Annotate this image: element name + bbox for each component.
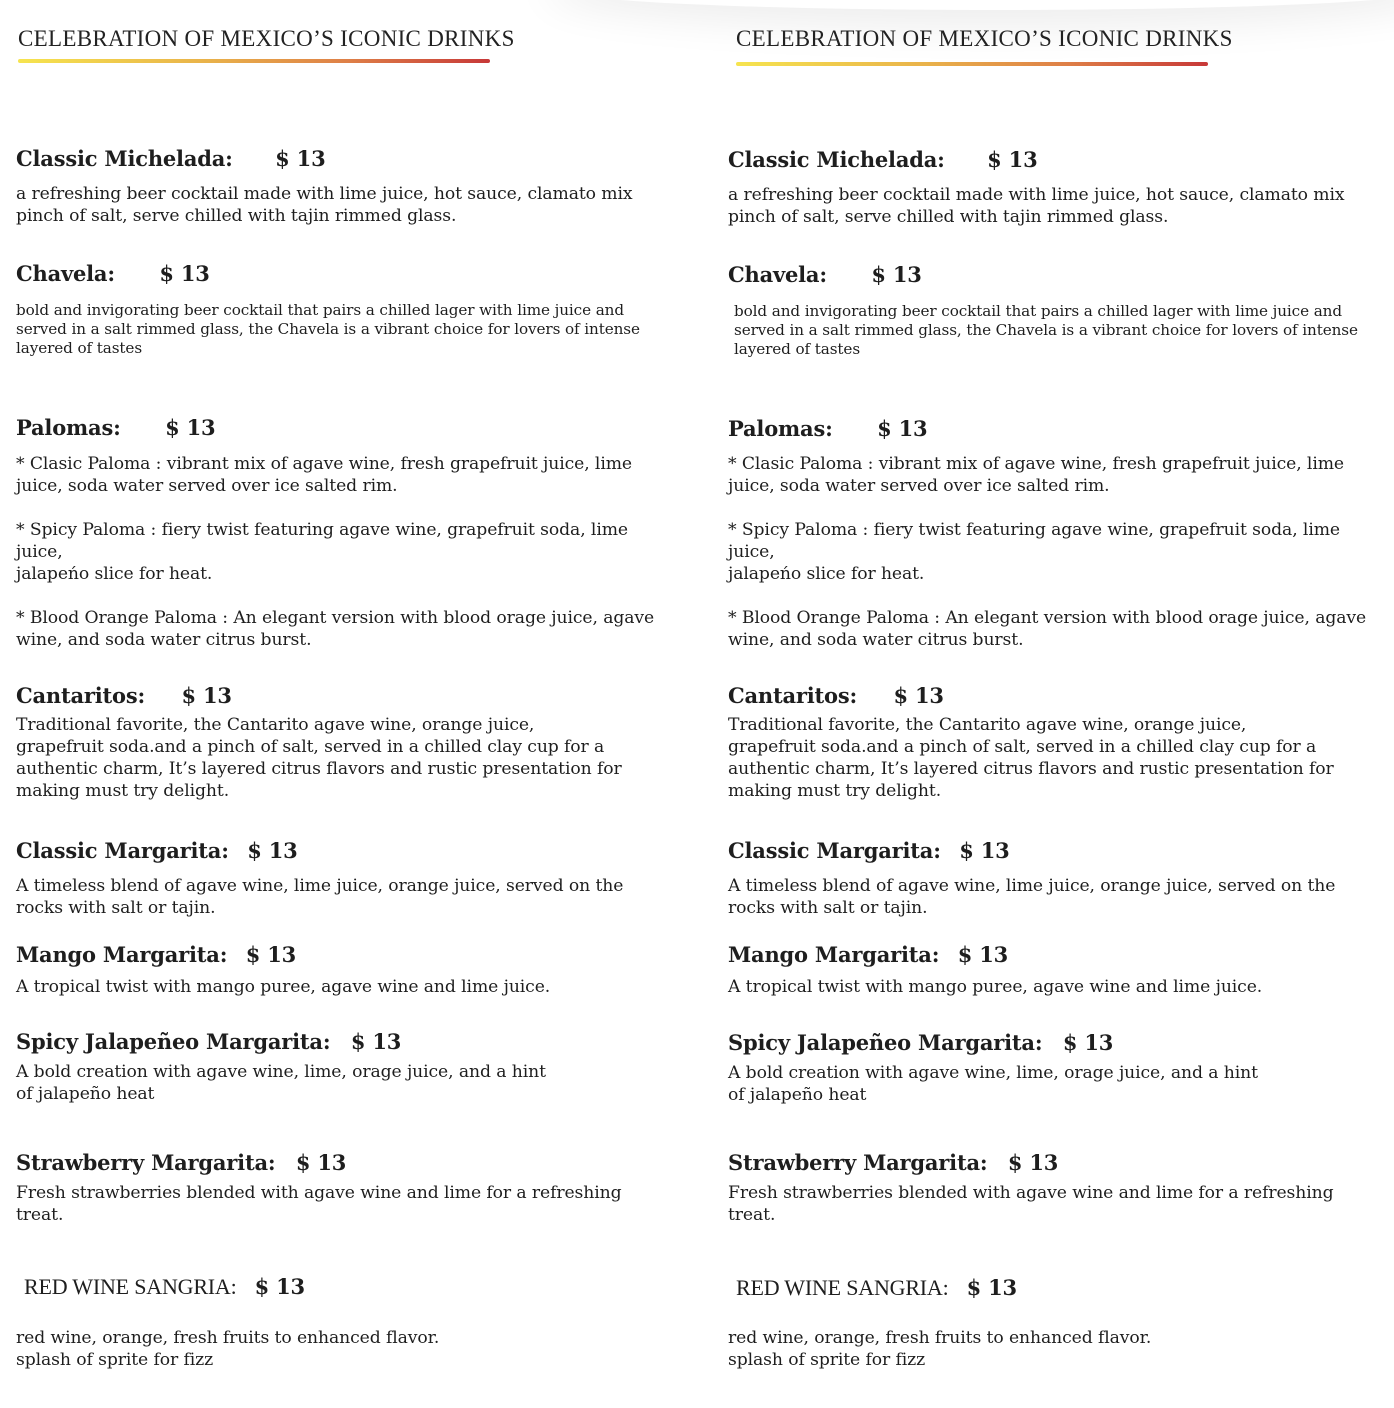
item-title	[16, 942, 678, 968]
item-name: Palomas	[728, 416, 826, 441]
item-description: bold and invigorating beer cocktail that pairs a chilled lager with lime juice and served in a salt rimmed glass, the Chavela is a vibrant choice for lovers of intense layered of tastes	[16, 301, 640, 357]
item-price: $ 13	[254, 1274, 305, 1299]
menu-item-classic-michelada	[728, 147, 1390, 228]
item-price: $ 13	[877, 416, 928, 441]
item-name: Mango Margarita	[16, 942, 220, 967]
item-name: Strawberry Margarita	[16, 1150, 268, 1175]
item-name: Spicy Jalapeñeo Margarita	[16, 1029, 323, 1054]
item-separator: :	[937, 147, 945, 172]
item-separator: :	[931, 942, 940, 967]
item-description: Traditional favorite, the Cantarito agave wine, orange juice, grapefruit soda.and a pinch of salt, served in a chilled clay cup for a authentic charm, It’s layered citrus flavors and rustic presentation for making must try delight.	[728, 715, 1334, 801]
menu-item-chavela	[728, 262, 1390, 359]
item-title	[728, 416, 1390, 442]
item-price: $ 13	[295, 1150, 347, 1175]
item-title	[728, 838, 1390, 864]
item-price: $ 13	[165, 415, 216, 440]
item-separator: :	[267, 1150, 276, 1175]
item-price: $ 13	[245, 942, 297, 967]
item-name: Strawberry Margarita	[728, 1150, 980, 1175]
item-separator: :	[322, 1029, 331, 1054]
item-price: $ 13	[966, 1275, 1017, 1300]
menu-item-strawberry-margarita	[16, 1150, 678, 1226]
item-price: $ 13	[893, 683, 944, 708]
item-price: $ 13	[275, 146, 326, 171]
item-separator: :	[819, 262, 827, 287]
menu-page-left	[0, 0, 680, 1408]
item-price: $ 13	[247, 838, 298, 863]
item-name: Cantaritos	[728, 683, 850, 708]
item-separator: :	[137, 683, 146, 708]
item-title	[728, 262, 1390, 288]
item-description: * Clasic Paloma : vibrant mix of agave wine, fresh grapefruit juice, lime juice, soda water served over ice salted rim. * Spicy Paloma : fiery twist featuring agave wine, grapefruit soda, lime juice, jalapeńo slice for heat. * Blood Orange Paloma : An elegant version with blood orage juice, agave wine, and soda water citrus burst.	[728, 454, 1367, 650]
item-separator: :	[225, 146, 233, 171]
menu-item-classic-margarita	[16, 838, 678, 919]
item-price: $ 13	[1062, 1030, 1114, 1055]
menu-item-cantaritos	[728, 683, 1390, 802]
item-separator: :	[825, 416, 833, 441]
item-description: Fresh strawberries blended with agave wine and lime for a refreshing treat.	[728, 1183, 1334, 1225]
item-price: $ 13	[957, 942, 1009, 967]
header-gradient-rule	[18, 59, 490, 63]
menu-item-classic-michelada	[16, 146, 678, 227]
item-separator: :	[107, 261, 115, 286]
menu-item-red-wine-sangria	[16, 1274, 678, 1371]
menu-item-spicy-jalapeno-margarita	[16, 1029, 678, 1105]
item-description: * Clasic Paloma : vibrant mix of agave wine, fresh grapefruit juice, lime juice, soda water served over ice salted rim. * Spicy Paloma : fiery twist featuring agave wine, grapefruit soda, lime juice, jalapeńo slice for heat. * Blood Orange Paloma : An elegant version with blood orage juice, agave wine, and soda water citrus burst.	[16, 454, 655, 650]
item-description: Fresh strawberries blended with agave wine and lime for a refreshing treat.	[16, 1183, 622, 1225]
item-title	[728, 1275, 1390, 1301]
item-name: Palomas	[16, 415, 114, 440]
item-separator: :	[230, 1274, 237, 1299]
item-separator: :	[979, 1150, 988, 1175]
item-name: RED WINE SANGRIA	[24, 1274, 231, 1299]
item-name: Classic Michelada	[16, 146, 226, 171]
item-separator: :	[849, 683, 858, 708]
item-description: Traditional favorite, the Cantarito agave wine, orange juice, grapefruit soda.and a pinch of salt, served in a chilled clay cup for a authentic charm, It’s layered citrus flavors and rustic presentation for making must try delight.	[16, 715, 622, 801]
menu-item-palomas	[16, 415, 678, 651]
item-name: Cantaritos	[16, 683, 138, 708]
item-price: $ 13	[159, 261, 210, 286]
item-price: $ 13	[350, 1029, 402, 1054]
item-separator: :	[221, 838, 229, 863]
item-description: A timeless blend of agave wine, lime juice, orange juice, served on the rocks with salt or tajin.	[16, 876, 624, 918]
item-price: $ 13	[1007, 1150, 1059, 1175]
item-description: a refreshing beer cocktail made with lime juice, hot sauce, clamato mix pinch of salt, serve chilled with tajin rimmed glass.	[728, 185, 1345, 227]
item-name: Classic Michelada	[728, 147, 938, 172]
menu-item-strawberry-margarita	[728, 1150, 1390, 1226]
menu-item-spicy-jalapeno-margarita	[728, 1030, 1390, 1106]
item-description: red wine, orange, fresh fruits to enhanced flavor. splash of sprite for fizz	[16, 1328, 440, 1370]
item-title	[728, 1030, 1390, 1056]
item-name: Spicy Jalapeñeo Margarita	[728, 1030, 1035, 1055]
menu-item-red-wine-sangria	[728, 1275, 1390, 1371]
item-description: a refreshing beer cocktail made with lime juice, hot sauce, clamato mix pinch of salt, serve chilled with tajin rimmed glass.	[16, 184, 633, 226]
menu-item-cantaritos	[16, 683, 678, 802]
item-title	[16, 838, 678, 864]
item-title	[16, 1029, 678, 1055]
item-title	[16, 683, 678, 709]
menu-item-palomas	[728, 416, 1390, 651]
item-title	[728, 1150, 1390, 1176]
item-description: red wine, orange, fresh fruits to enhanced flavor. splash of sprite for fizz	[728, 1328, 1152, 1370]
item-separator: :	[942, 1275, 949, 1300]
menu-item-mango-margarita	[16, 942, 678, 998]
item-name: Chavela	[728, 262, 820, 287]
item-title	[16, 415, 678, 441]
menu-header: CELEBRATION OF MEXICO’S ICONIC DRINKS	[18, 26, 515, 51]
item-title	[728, 147, 1390, 173]
item-price: $ 13	[181, 683, 232, 708]
item-description: A timeless blend of agave wine, lime juice, orange juice, served on the rocks with salt or tajin.	[728, 876, 1336, 918]
item-title	[728, 942, 1390, 968]
item-price: $ 13	[987, 147, 1038, 172]
menu-item-chavela	[16, 261, 678, 358]
item-description: A tropical twist with mango puree, agave wine and lime juice.	[16, 977, 551, 997]
item-separator: :	[1034, 1030, 1043, 1055]
item-name: Mango Margarita	[728, 942, 932, 967]
menu-item-classic-margarita	[728, 838, 1390, 919]
item-description: A tropical twist with mango puree, agave wine and lime juice.	[728, 977, 1263, 997]
menu-item-mango-margarita	[728, 942, 1390, 998]
item-separator: :	[933, 838, 941, 863]
item-price: $ 13	[871, 262, 922, 287]
item-name: Chavela	[16, 261, 108, 286]
item-separator: :	[113, 415, 121, 440]
item-description: A bold creation with agave wine, lime, orage juice, and a hint of jalapeño heat	[16, 1062, 546, 1104]
item-description: bold and invigorating beer cocktail that pairs a chilled lager with lime juice and served in a salt rimmed glass, the Chavela is a vibrant choice for lovers of intense layered of tastes	[734, 302, 1358, 358]
item-title	[16, 1274, 678, 1300]
item-separator: :	[219, 942, 228, 967]
item-price: $ 13	[959, 838, 1010, 863]
item-name: Classic Margarita	[16, 838, 222, 863]
item-name: RED WINE SANGRIA	[736, 1275, 943, 1300]
item-description: A bold creation with agave wine, lime, orage juice, and a hint of jalapeño heat	[728, 1063, 1258, 1105]
header-gradient-rule	[736, 62, 1208, 66]
menu-header: CELEBRATION OF MEXICO’S ICONIC DRINKS	[736, 26, 1233, 51]
item-title	[728, 683, 1390, 709]
item-title	[16, 261, 678, 287]
item-name: Classic Margarita	[728, 838, 934, 863]
item-title	[16, 146, 678, 172]
menu-page-right	[712, 0, 1392, 1408]
item-title	[16, 1150, 678, 1176]
